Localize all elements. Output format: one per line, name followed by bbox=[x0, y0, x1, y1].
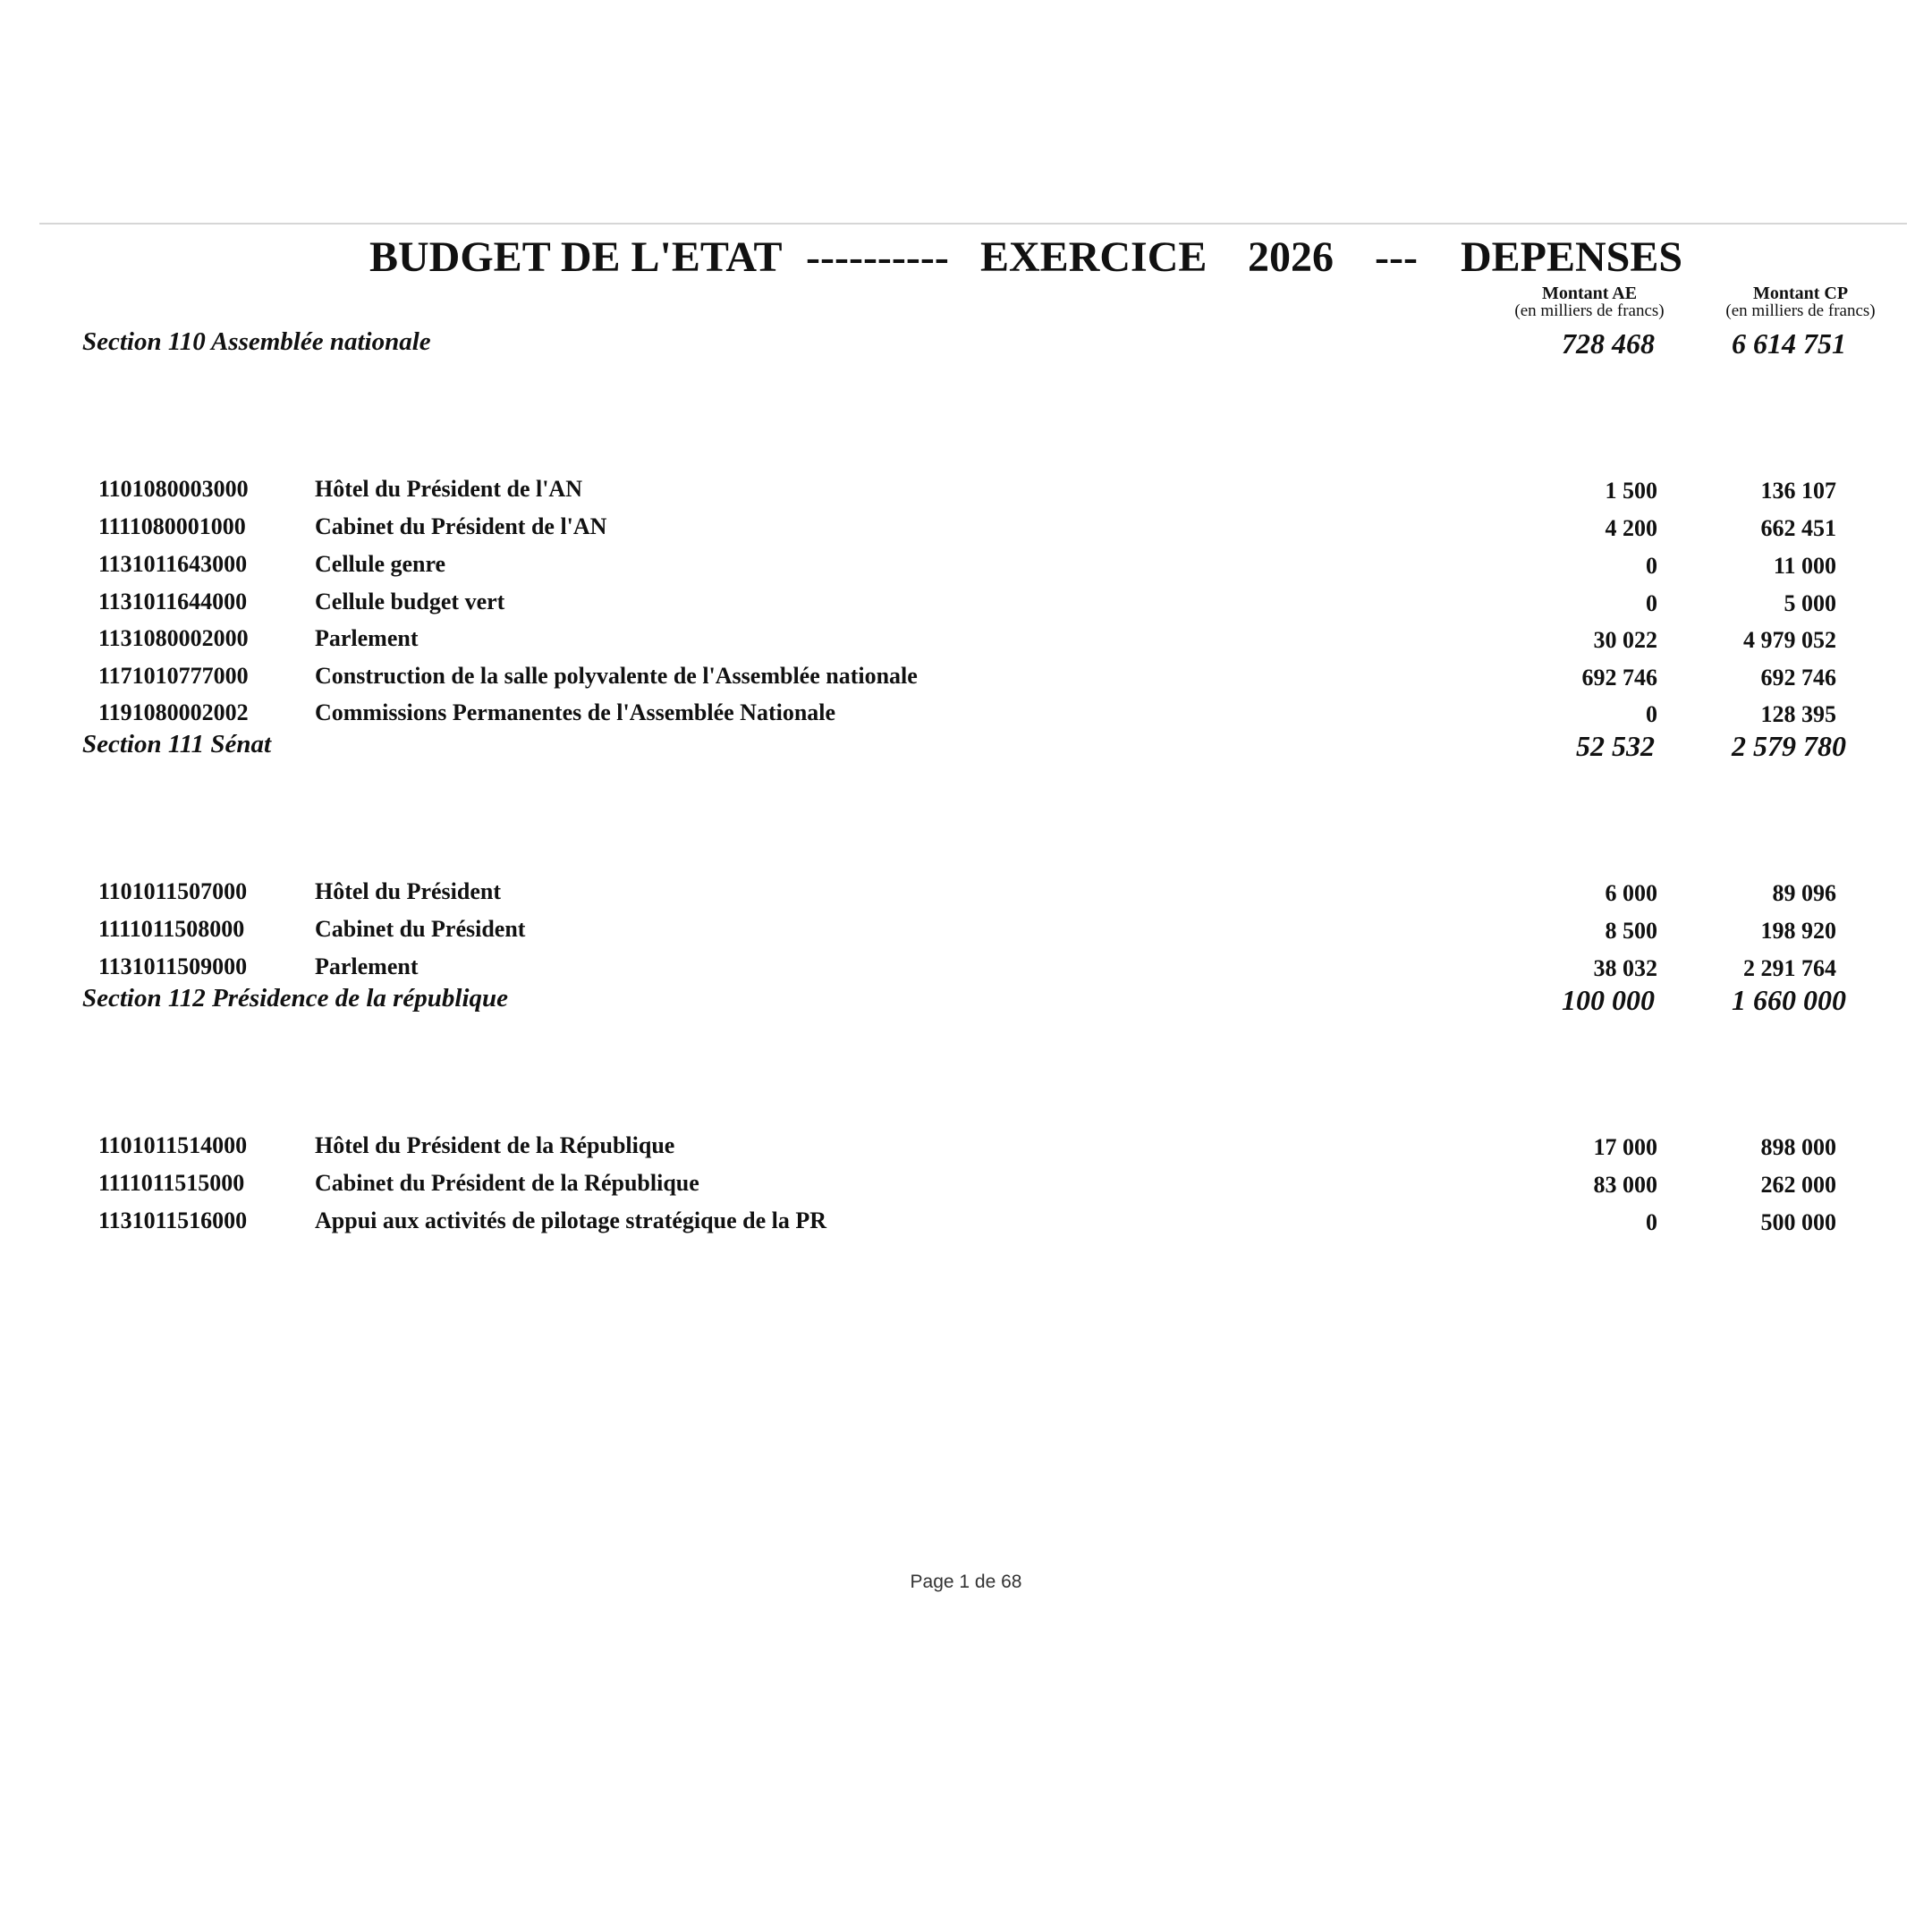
section-label: Section 112 Présidence de la république bbox=[82, 984, 509, 1013]
line-code: 1111011508000 bbox=[98, 916, 245, 942]
section-row bbox=[82, 984, 1853, 1020]
line-amount-ae: 0 bbox=[1646, 1209, 1657, 1235]
line-amount-cp: 692 746 bbox=[1760, 665, 1836, 691]
line-amount-cp: 128 395 bbox=[1760, 701, 1836, 727]
line-code: 1131011644000 bbox=[98, 589, 248, 614]
line-label: Parlement bbox=[315, 625, 419, 651]
section-row bbox=[82, 327, 1853, 363]
line-label: Hôtel du Président bbox=[315, 878, 501, 904]
title-budget: BUDGET DE L'ETAT bbox=[369, 233, 783, 281]
section-total-cp: 6 614 751 bbox=[1732, 327, 1846, 360]
top-divider bbox=[39, 223, 1907, 225]
budget-line-row bbox=[98, 878, 1843, 911]
section-total-ae: 52 532 bbox=[1576, 730, 1655, 762]
column-header-ae-unit: (en milliers de francs) bbox=[1514, 301, 1665, 320]
line-code: 1111011515000 bbox=[98, 1170, 245, 1196]
line-amount-ae: 30 022 bbox=[1593, 627, 1657, 653]
section-row bbox=[82, 730, 1853, 766]
line-amount-ae: 4 200 bbox=[1605, 515, 1657, 541]
line-amount-ae: 0 bbox=[1646, 553, 1657, 579]
line-amount-cp: 4 979 052 bbox=[1743, 627, 1836, 653]
document-title bbox=[369, 233, 1682, 290]
line-amount-ae: 83 000 bbox=[1593, 1172, 1657, 1198]
section-label: Section 110 Assemblée nationale bbox=[82, 327, 431, 356]
budget-line-row bbox=[98, 589, 1843, 621]
title-separator-short: --- bbox=[1375, 233, 1418, 281]
line-label: Hôtel du Président de l'AN bbox=[315, 476, 582, 502]
budget-line-row bbox=[98, 916, 1843, 948]
title-separator: ---------- bbox=[806, 233, 949, 281]
line-label: Construction de la salle polyvalente de l'Assemblée nationale bbox=[315, 663, 918, 689]
line-amount-cp: 262 000 bbox=[1760, 1172, 1836, 1198]
line-amount-cp: 198 920 bbox=[1760, 918, 1836, 944]
section-total-ae: 728 468 bbox=[1562, 327, 1655, 360]
budget-line-row bbox=[98, 551, 1843, 583]
line-amount-ae: 692 746 bbox=[1581, 665, 1657, 691]
line-amount-cp: 898 000 bbox=[1760, 1134, 1836, 1160]
section-total-cp: 1 660 000 bbox=[1732, 984, 1846, 1016]
budget-line-row bbox=[98, 1170, 1843, 1202]
budget-line-row bbox=[98, 663, 1843, 695]
line-amount-cp: 89 096 bbox=[1772, 880, 1836, 906]
line-amount-ae: 8 500 bbox=[1605, 918, 1657, 944]
line-amount-cp: 2 291 764 bbox=[1743, 955, 1836, 981]
budget-line-row bbox=[98, 699, 1843, 732]
column-header-cp-title: Montant CP bbox=[1752, 284, 1849, 303]
line-label: Cellule genre bbox=[315, 551, 446, 577]
line-code: 1171010777000 bbox=[98, 663, 249, 689]
line-amount-ae: 38 032 bbox=[1593, 955, 1657, 981]
line-amount-ae: 0 bbox=[1646, 701, 1657, 727]
section-total-cp: 2 579 780 bbox=[1732, 730, 1846, 762]
budget-line-row bbox=[98, 476, 1843, 508]
column-header-ae bbox=[1496, 285, 1683, 319]
line-code: 1131011516000 bbox=[98, 1208, 248, 1233]
budget-line-row bbox=[98, 1208, 1843, 1240]
column-header-cp bbox=[1707, 285, 1894, 319]
line-label: Hôtel du Président de la République bbox=[315, 1132, 675, 1158]
budget-line-row bbox=[98, 953, 1843, 986]
budget-line-row bbox=[98, 625, 1843, 657]
line-label: Cabinet du Président de l'AN bbox=[315, 513, 607, 539]
line-code: 1101011507000 bbox=[98, 878, 248, 904]
line-code: 1131011509000 bbox=[98, 953, 248, 979]
line-label: Cellule budget vert bbox=[315, 589, 505, 614]
title-depenses: DEPENSES bbox=[1461, 233, 1683, 281]
section-label: Section 111 Sénat bbox=[82, 730, 272, 758]
page-number: Page 1 de 68 bbox=[910, 1572, 1022, 1592]
budget-line-row bbox=[98, 513, 1843, 546]
title-exercice: EXERCICE bbox=[980, 233, 1208, 281]
line-label: Commissions Permanentes de l'Assemblée Nationale bbox=[315, 699, 836, 725]
title-year: 2026 bbox=[1248, 233, 1334, 281]
line-code: 1131011643000 bbox=[98, 551, 248, 577]
line-amount-cp: 500 000 bbox=[1760, 1209, 1836, 1235]
line-amount-cp: 5 000 bbox=[1784, 590, 1836, 616]
line-code: 1191080002002 bbox=[98, 699, 249, 725]
section-total-ae: 100 000 bbox=[1562, 984, 1655, 1016]
column-header-ae-title: Montant AE bbox=[1541, 284, 1638, 303]
line-amount-cp: 11 000 bbox=[1773, 553, 1836, 579]
line-code: 1131080002000 bbox=[98, 625, 249, 651]
line-code: 1101080003000 bbox=[98, 476, 249, 502]
line-amount-ae: 17 000 bbox=[1593, 1134, 1657, 1160]
line-amount-cp: 136 107 bbox=[1760, 478, 1836, 504]
line-label: Appui aux activités de pilotage stratégique de la PR bbox=[315, 1208, 826, 1233]
line-amount-ae: 0 bbox=[1646, 590, 1657, 616]
line-amount-ae: 6 000 bbox=[1605, 880, 1657, 906]
line-amount-cp: 662 451 bbox=[1760, 515, 1836, 541]
column-header-cp-unit: (en milliers de francs) bbox=[1725, 301, 1876, 320]
line-code: 1111080001000 bbox=[98, 513, 246, 539]
line-code: 1101011514000 bbox=[98, 1132, 248, 1158]
line-label: Cabinet du Président de la République bbox=[315, 1170, 699, 1196]
line-amount-ae: 1 500 bbox=[1605, 478, 1657, 504]
line-label: Cabinet du Président bbox=[315, 916, 526, 942]
budget-line-row bbox=[98, 1132, 1843, 1165]
line-label: Parlement bbox=[315, 953, 419, 979]
